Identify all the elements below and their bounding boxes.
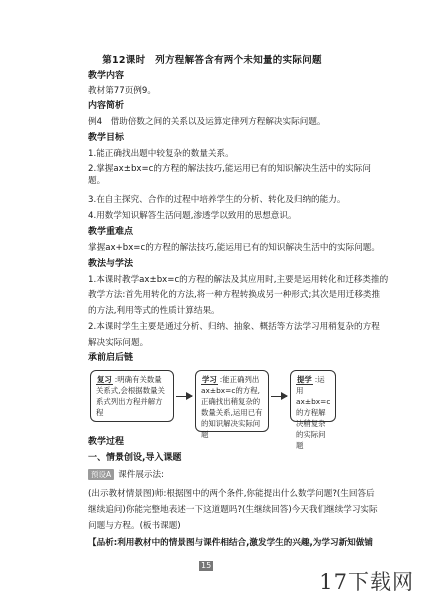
goal-2-cont: 题。 xyxy=(88,176,106,186)
flow-text-learn: :能正确列出ax±bx=c的方程,正确找出稍复杂的数量关系,运用已有的知识解决实际问题 xyxy=(201,375,263,439)
arrow-right-icon xyxy=(271,396,287,397)
analysis-note: 【品析:利用教材中的情景图与课件相结合,激发学生的兴趣,为学习新知做铺 xyxy=(88,538,373,548)
heading-content: 教学内容 xyxy=(88,71,125,81)
goal-2: 2.掌握ax±bx=c的方程的解法技巧,能运用已有的知识解决生活中的实际问 xyxy=(88,164,371,174)
flow-tag-learn: 学习 xyxy=(202,375,217,384)
page-number: 15 xyxy=(201,561,212,570)
heading-chain: 承前启后链 xyxy=(88,353,134,363)
courseware-text: 课件展示法: xyxy=(118,470,165,480)
watermark-logo: 17下载网 xyxy=(319,570,414,594)
courseware-line xyxy=(88,469,164,481)
page-title: 第12课时 列方程解答含有两个未知量的实际问题 xyxy=(102,55,322,66)
flow-tag-advance: 提学 xyxy=(297,375,312,384)
paragraph-line-2: 继续追问)你能完整地表述一下这道题吗?(生继续回答)今天我们继续学习实际 xyxy=(88,505,378,515)
method-1: 1.本课时教学ax±bx=c的方程的解法及其应用时,主要是运用转化和迁移类推的 xyxy=(88,275,389,285)
goal-1: 1.能正确找出题中较复杂的数量关系。 xyxy=(88,149,234,159)
flow-tag-review: 复习 xyxy=(97,375,112,384)
key-points-text: 掌握ax+bx=c的方程的解法技巧,能运用已有的知识解决生活中的实际问题。 xyxy=(88,243,380,253)
flow-box-learn xyxy=(195,370,269,439)
flow-text-review: :明确有关数量关系式,会根据数量关系式列出方程并解方程 xyxy=(96,375,165,417)
heading-process: 教学过程 xyxy=(88,437,125,447)
paragraph-line-1: (出示教材情景图)师:根据图中的两个条件,你能提出什么数学问题?(生回答后 xyxy=(88,489,375,499)
method-1-cont: 教学方法:首先用转化的方法,将一种方程转换成另一种形式;其次是用迁移类推 xyxy=(88,290,381,300)
heading-analysis: 内容简析 xyxy=(88,101,125,111)
goal-3: 3.在自主探究、合作的过程中培养学生的分析、转化及归纳的能力。 xyxy=(88,195,346,205)
method-2: 2.本课时学生主要是通过分析、归纳、抽象、概括等方法学习用稍复杂的方程 xyxy=(88,322,380,332)
heading-methods: 教法与学法 xyxy=(88,259,134,269)
preset-badge: 预设A xyxy=(88,469,114,480)
goal-4: 4.用数学知识解答生活问题,渗透学以致用的思想意识。 xyxy=(88,211,297,221)
heading-goals: 教学目标 xyxy=(88,133,125,143)
flow-text-advance: :运用ax±bx=c的方程解决稍复杂的实际问题 xyxy=(296,375,331,450)
section-1-title: 一、情景创设,导入课题 xyxy=(88,453,182,463)
arrow-right-icon xyxy=(176,396,192,397)
content-text: 教材第77页例9。 xyxy=(88,86,156,96)
flow-box-review xyxy=(90,370,174,422)
flow-box-advance xyxy=(290,370,336,450)
method-1-cont2: 的方法,利用等式的性质计算结果。 xyxy=(88,306,220,316)
analysis-text: 例4 借助倍数之间的关系以及运算定律列方程解决实际问题。 xyxy=(88,117,326,127)
method-2-cont: 解决实际问题。 xyxy=(88,338,149,348)
heading-key-points: 教学重难点 xyxy=(88,227,134,237)
paragraph-line-3: 问题与方程。(板书课题) xyxy=(88,521,181,531)
